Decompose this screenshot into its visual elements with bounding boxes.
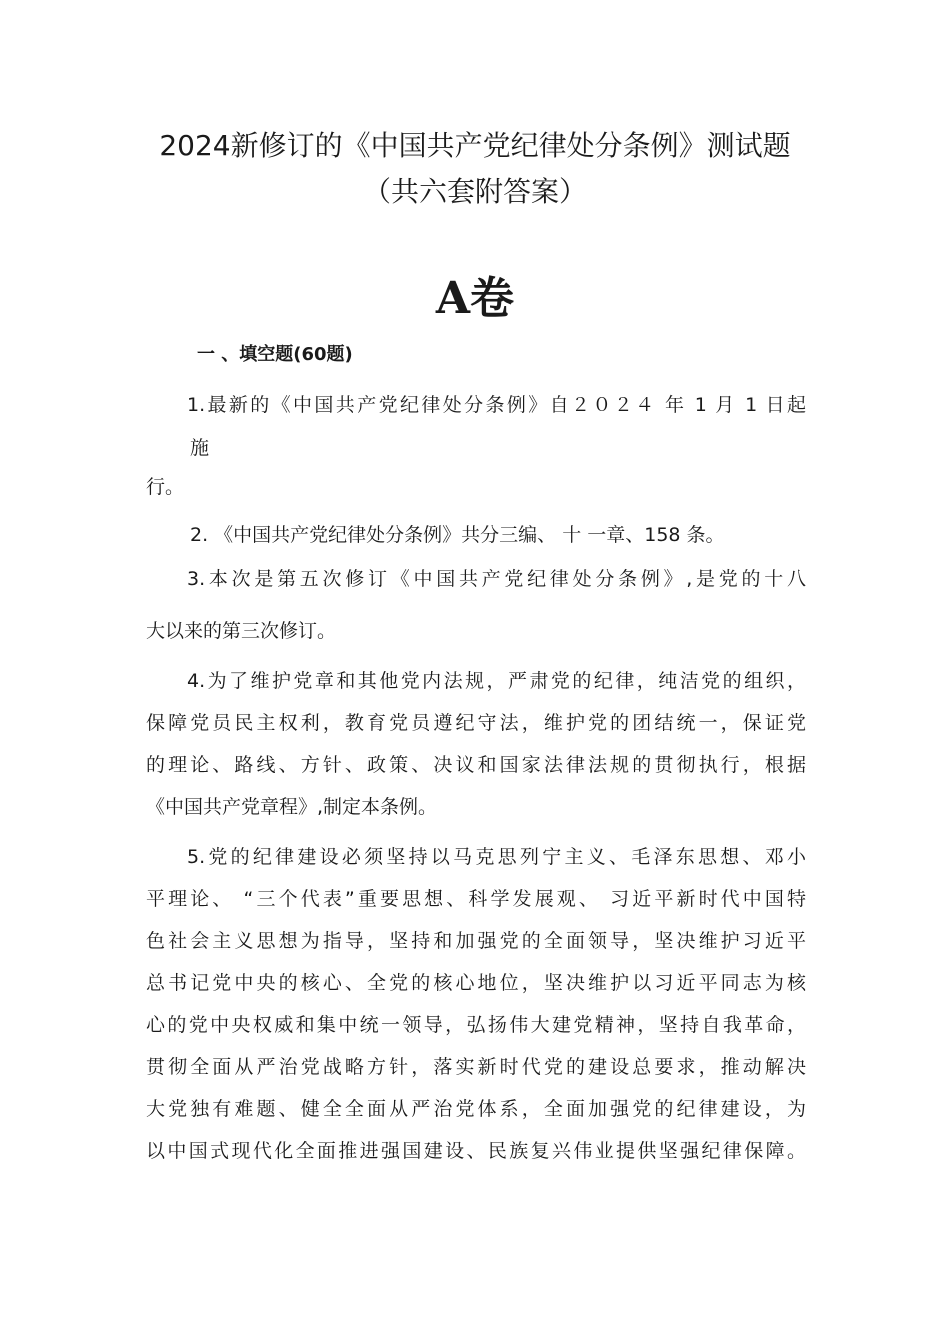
question-2-line-1: 2. 《中国共产党纪律处分条例》共分三编、 十 一章、158 条。 — [190, 524, 725, 546]
question-4-line-4: 《中国共产党章程》,制定本条例。 — [146, 796, 438, 818]
question-3-line-1: 3.本次是第五次修订《中国共产党纪律处分条例》,是党的十八 — [187, 568, 806, 590]
document-title: 2024新修订的《中国共产党纪律处分条例》测试题 — [159, 129, 791, 162]
document-subtitle: （共六套附答案） — [362, 175, 587, 208]
question-5-line-6: 贯彻全面从严治党战略方针，落实新时代党的建设总要求，推动解决 — [146, 1056, 806, 1078]
question-4-line-1: 4.为了维护党章和其他党内法规，严肃党的纪律，纯洁党的组织， — [187, 670, 806, 692]
question-1-line-2: 施 — [190, 437, 210, 459]
question-5-line-4: 总书记党中央的核心、全党的核心地位，坚决维护以习近平同志为核 — [146, 972, 806, 994]
question-5-line-8: 以中国式现代化全面推进强国建设、民族复兴伟业提供坚强纪律保障。 — [146, 1140, 806, 1162]
question-5-line-5: 心的党中央权威和集中统一领导，弘扬伟大建党精神，坚持自我革命， — [146, 1014, 806, 1036]
question-3-line-2: 大以来的第三次修订。 — [146, 620, 337, 642]
question-5-line-3: 色社会主义思想为指导，坚持和加强党的全面领导，坚决维护习近平 — [146, 930, 806, 952]
question-1-line-1: 1.最新的《中国共产党纪律处分条例》自２０２４ 年 1 月 1 日起 — [187, 394, 806, 416]
volume-heading: A卷 — [435, 273, 515, 324]
question-4-line-3: 的理论、路线、方针、政策、决议和国家法律法规的贯彻执行，根据 — [146, 754, 806, 776]
question-4-line-2: 保障党员民主权利，教育党员遵纪守法，维护党的团结统一，保证党 — [146, 712, 806, 734]
section-heading: 一 、填空题(60题) — [197, 344, 353, 365]
question-5-line-7: 大党独有难题、健全全面从严治党体系，全面加强党的纪律建设，为 — [146, 1098, 806, 1120]
question-5-line-2: 平理论、 “三个代表”重要思想、科学发展观、 习近平新时代中国特 — [146, 888, 806, 910]
question-1-line-3: 行。 — [146, 476, 185, 498]
question-5-line-1: 5.党的纪律建设必须坚持以马克思列宁主义、毛泽东思想、邓小 — [187, 846, 806, 868]
